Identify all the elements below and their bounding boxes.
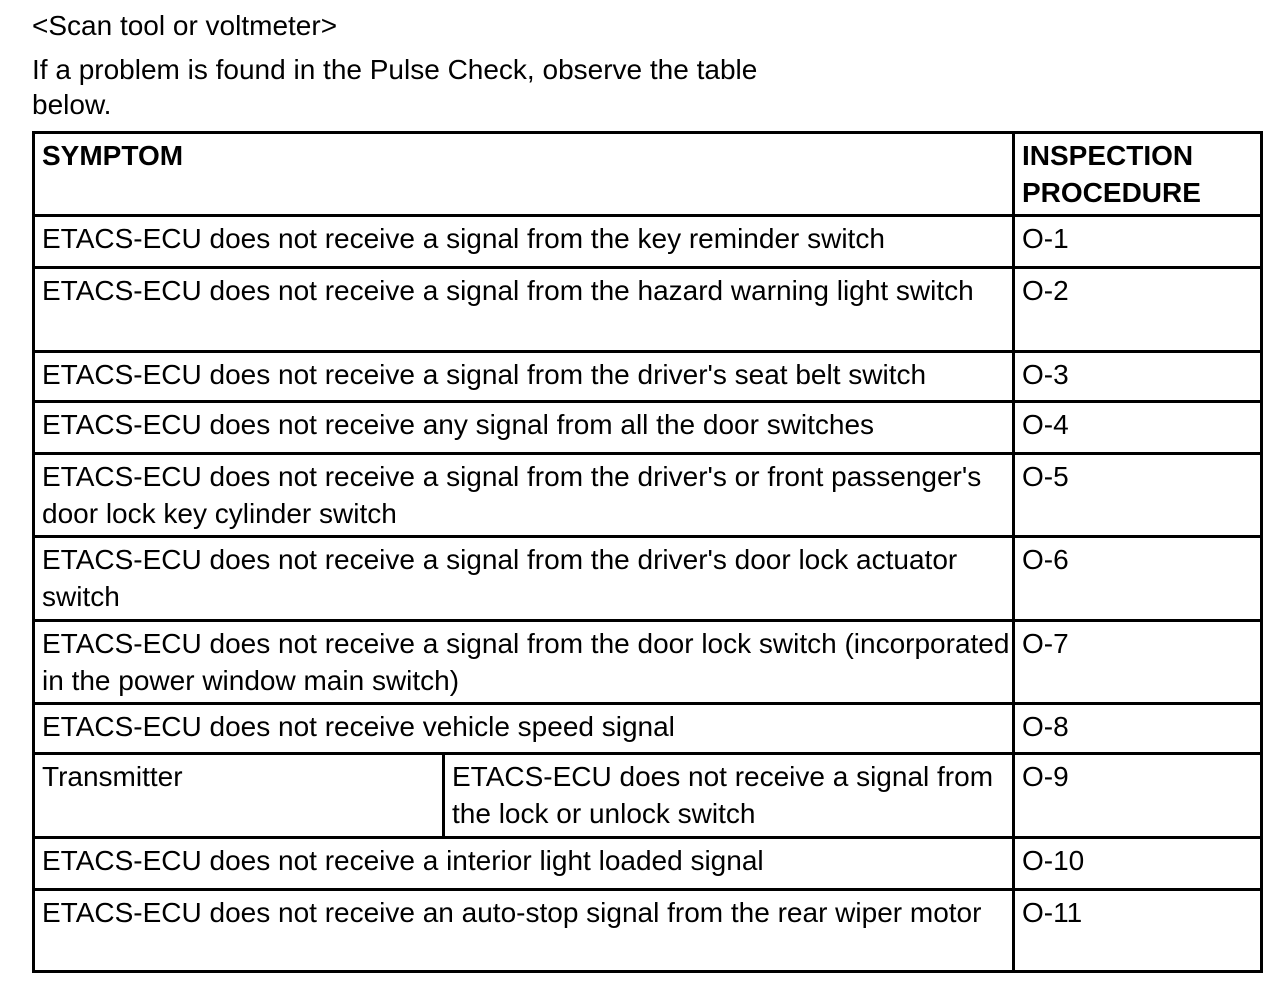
symptom-cell: ETACS-ECU does not receive a signal from the key reminder switch bbox=[34, 216, 1014, 268]
table-row bbox=[34, 537, 1262, 621]
category-cell: Transmitter bbox=[34, 754, 444, 838]
procedure-cell: O-6 bbox=[1014, 537, 1262, 621]
procedure-cell: O-1 bbox=[1014, 216, 1262, 268]
table-row bbox=[34, 890, 1262, 972]
procedure-cell: O-4 bbox=[1014, 402, 1262, 454]
procedure-cell: O-8 bbox=[1014, 704, 1262, 754]
table-row bbox=[34, 454, 1262, 537]
table-row bbox=[34, 402, 1262, 454]
table-row bbox=[34, 754, 1262, 838]
procedure-cell: O-10 bbox=[1014, 838, 1262, 890]
procedure-cell: O-3 bbox=[1014, 352, 1262, 402]
symptom-cell: ETACS-ECU does not receive a signal from the driver's door lock actuator switch bbox=[34, 537, 1014, 621]
symptom-cell: ETACS-ECU does not receive a signal from the hazard warning light switch bbox=[34, 268, 1014, 352]
symptom-cell: ETACS-ECU does not receive vehicle speed signal bbox=[34, 704, 1014, 754]
page-title: <Scan tool or voltmeter> bbox=[32, 10, 338, 41]
table-row bbox=[34, 838, 1262, 890]
table-row bbox=[34, 352, 1262, 402]
symptom-cell: ETACS-ECU does not receive a interior light loaded signal bbox=[34, 838, 1014, 890]
procedure-cell: O-11 bbox=[1014, 890, 1262, 972]
table-row bbox=[34, 704, 1262, 754]
procedure-cell: O-9 bbox=[1014, 754, 1262, 838]
inspection-column-header: INSPECTION PROCEDURE bbox=[1014, 133, 1262, 216]
procedure-cell: O-7 bbox=[1014, 621, 1262, 704]
symptom-cell: ETACS-ECU does not receive any signal from all the door switches bbox=[34, 402, 1014, 454]
intro-text: If a problem is found in the Pulse Check, observe the table below. bbox=[32, 54, 758, 120]
symptom-cell: ETACS-ECU does not receive a signal from the driver's or front passenger's door lock key cylinder switch bbox=[34, 454, 1014, 537]
procedure-cell: O-2 bbox=[1014, 268, 1262, 352]
table-header-row bbox=[34, 133, 1262, 216]
table-row bbox=[34, 268, 1262, 352]
symptom-table bbox=[32, 131, 1263, 973]
symptom-column-header: SYMPTOM bbox=[34, 133, 1014, 216]
symptom-cell: ETACS-ECU does not receive a signal from the door lock switch (incorporated in the power window main switch) bbox=[34, 621, 1014, 704]
procedure-cell: O-5 bbox=[1014, 454, 1262, 537]
symptom-cell: ETACS-ECU does not receive a signal from the driver's seat belt switch bbox=[34, 352, 1014, 402]
table-row bbox=[34, 216, 1262, 268]
table-row bbox=[34, 621, 1262, 704]
symptom-cell: ETACS-ECU does not receive an auto-stop signal from the rear wiper motor bbox=[34, 890, 1014, 972]
symptom-cell: ETACS-ECU does not receive a signal from the lock or unlock switch bbox=[444, 754, 1014, 838]
